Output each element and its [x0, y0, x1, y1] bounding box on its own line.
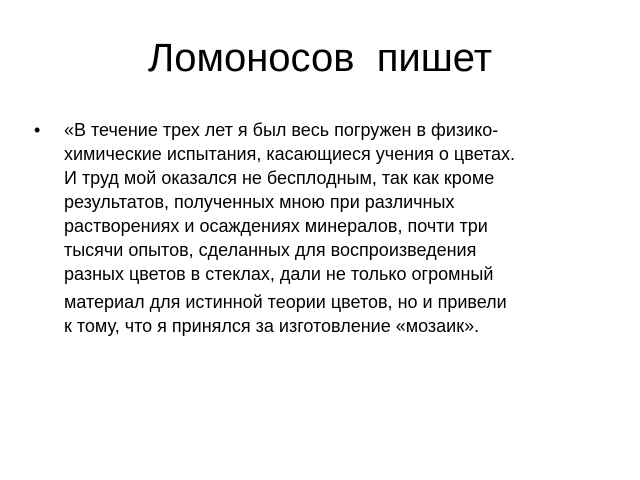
quote-line: к тому, что я принялся за изготовление «мозаик».	[64, 316, 480, 336]
quote-bullet-item	[34, 118, 606, 338]
quote-line: химические испытания, касающиеся учения о цветах.	[64, 144, 516, 164]
quote-line: И труд мой оказался не бесплодным, так как кроме	[64, 168, 495, 188]
slide-title: Ломоносов пишет	[147, 36, 493, 80]
quote-line: материал для истинной теории цветов, но и привели	[64, 292, 507, 312]
quote-line: разных цветов в стеклах, дали не только огромный	[64, 264, 494, 284]
quote-line: растворениях и осаждениях минералов, почти три	[64, 216, 488, 236]
bullet-list	[34, 118, 606, 338]
bullet-icon: •	[34, 120, 41, 140]
quote-line: «В течение трех лет я был весь погружен в физико-	[64, 120, 499, 140]
quote-line: результатов, полученных мною при различных	[64, 192, 455, 212]
quote-line: тысячи опытов, сделанных для воспроизведения	[64, 240, 477, 260]
